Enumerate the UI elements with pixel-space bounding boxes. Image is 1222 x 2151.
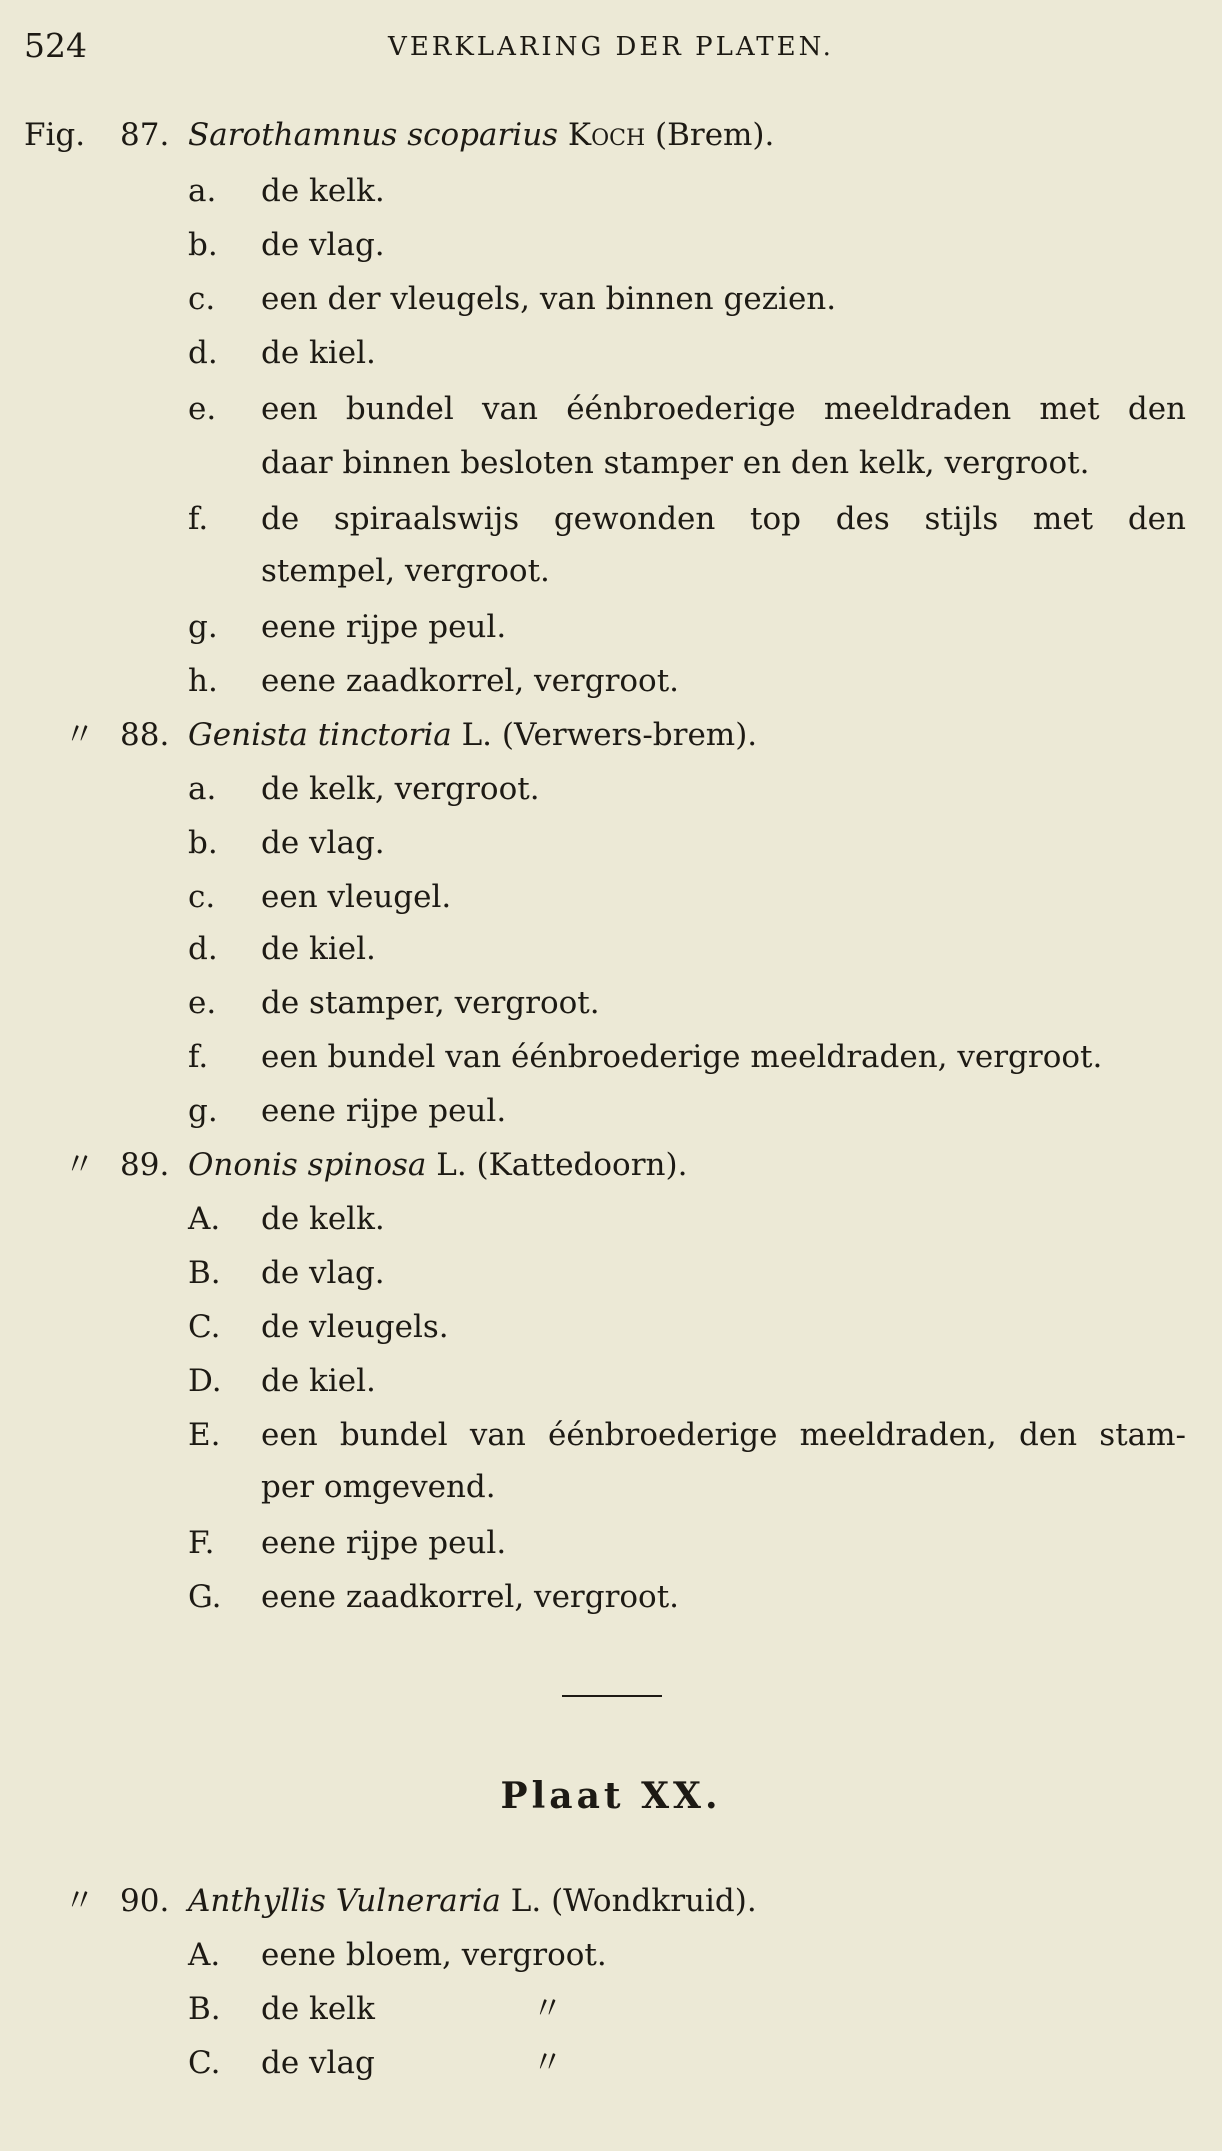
list-item: [0, 392, 1222, 432]
fig-label: Fig.: [24, 117, 86, 153]
item-letter: B.: [188, 1991, 221, 2027]
list-item: [0, 1992, 1222, 2032]
species-name: Genista tinctoria: [188, 717, 452, 753]
page-header: [24, 26, 1198, 76]
figure-number: 89.: [120, 1147, 170, 1183]
list-item-continuation: [0, 554, 1222, 594]
list-item: [0, 1310, 1222, 1350]
item-text: eene rijpe peul.: [261, 1093, 507, 1129]
item-text-line1: een bundel van éénbroederige meeldraden met den: [261, 391, 1186, 427]
list-item: [0, 1418, 1222, 1458]
item-text: de kelk, vergroot.: [261, 771, 540, 807]
figure-number: 88.: [120, 717, 170, 753]
list-item: [0, 336, 1222, 376]
item-text: een vleugel.: [261, 879, 452, 915]
item-text: de kelk: [261, 1991, 375, 2027]
common-name: (Kattedoorn).: [476, 1147, 688, 1183]
figure-title: [188, 1884, 757, 1920]
item-text: eene zaadkorrel, vergroot.: [261, 1579, 680, 1615]
list-item: [0, 282, 1222, 322]
list-item: [0, 1256, 1222, 1296]
item-letter: d.: [188, 335, 218, 371]
list-item: [0, 174, 1222, 214]
figure-title: [188, 1148, 687, 1184]
item-letter: g.: [188, 609, 218, 645]
item-text: eene bloem, vergroot.: [261, 1937, 607, 1973]
figure-heading-88: [0, 718, 1222, 758]
figure-heading-90: [0, 1884, 1222, 1924]
list-item-continuation: [0, 1470, 1222, 1510]
species-author: Koch: [567, 117, 646, 153]
figure-number: 90.: [120, 1883, 170, 1919]
ditto-mark: 〃: [64, 717, 95, 753]
item-letter: f.: [188, 1039, 209, 1075]
ditto-mark: 〃: [64, 1883, 95, 1919]
running-title: VERKLARING DER PLATEN.: [388, 32, 834, 62]
list-item: [0, 1938, 1222, 1978]
list-item: [0, 1526, 1222, 1566]
item-text: de stamper, vergroot.: [261, 985, 600, 1021]
page-number: 524: [24, 26, 87, 65]
figure-heading-87: [0, 118, 1222, 158]
list-item: [0, 1094, 1222, 1134]
common-name: (Wondkruid).: [551, 1883, 757, 1919]
section-divider: [562, 1695, 662, 1697]
item-text: eene rijpe peul.: [261, 609, 507, 645]
species-name: Ononis spinosa: [188, 1147, 427, 1183]
item-text: de kelk.: [261, 1201, 385, 1237]
list-item: [0, 664, 1222, 704]
list-item: [0, 986, 1222, 1026]
list-item: [0, 610, 1222, 650]
item-text: de vlag.: [261, 1255, 385, 1291]
common-name: (Brem).: [655, 117, 775, 153]
list-item: [0, 1580, 1222, 1620]
species-author: L.: [510, 1883, 542, 1919]
item-letter: C.: [188, 1309, 221, 1345]
list-item: [0, 1040, 1222, 1080]
common-name: (Verwers-brem).: [501, 717, 758, 753]
item-text: de kelk.: [261, 173, 385, 209]
item-letter: e.: [188, 391, 217, 427]
item-text: de kiel.: [261, 1363, 376, 1399]
figure-number: 87.: [120, 117, 170, 153]
item-letter: d.: [188, 931, 218, 967]
item-letter: e.: [188, 985, 217, 1021]
item-letter: F.: [188, 1525, 215, 1561]
item-text-line1: een bundel van éénbroederige meeldraden, den stam-: [261, 1417, 1186, 1453]
item-letter: g.: [188, 1093, 218, 1129]
item-letter: b.: [188, 825, 218, 861]
item-text: de kiel.: [261, 335, 376, 371]
item-letter: h.: [188, 663, 218, 699]
item-letter: D.: [188, 1363, 222, 1399]
list-item: [0, 1202, 1222, 1242]
figure-title: [188, 718, 757, 754]
item-letter: A.: [188, 1937, 221, 1973]
item-text: een bundel van éénbroederige meeldraden, vergroot.: [261, 1039, 1103, 1075]
item-text: de kiel.: [261, 931, 376, 967]
item-letter: b.: [188, 227, 218, 263]
item-text: de vlag.: [261, 825, 385, 861]
item-text: een der vleugels, van binnen gezien.: [261, 281, 837, 317]
item-text: eene zaadkorrel, vergroot.: [261, 663, 680, 699]
list-item: [0, 502, 1222, 542]
list-item: [0, 2046, 1222, 2086]
list-item: [0, 1364, 1222, 1404]
item-letter: c.: [188, 281, 216, 317]
list-item: [0, 932, 1222, 972]
figure-title: [188, 118, 774, 154]
item-text: de vleugels.: [261, 1309, 449, 1345]
item-letter: f.: [188, 501, 209, 537]
item-letter: E.: [188, 1417, 221, 1453]
list-item: [0, 772, 1222, 812]
item-letter: a.: [188, 771, 217, 807]
ditto-mark: 〃: [532, 2045, 563, 2081]
item-text: eene rijpe peul.: [261, 1525, 507, 1561]
figure-heading-89: [0, 1148, 1222, 1188]
item-letter: G.: [188, 1579, 222, 1615]
item-letter: B.: [188, 1255, 221, 1291]
ditto-mark: 〃: [532, 1991, 563, 2027]
list-item: [0, 826, 1222, 866]
item-text: de vlag: [261, 2045, 375, 2081]
item-text-line2: daar binnen besloten stamper en den kelk, vergroot.: [261, 445, 1090, 481]
species-author: L.: [461, 717, 493, 753]
species-author: L.: [436, 1147, 467, 1183]
item-letter: A.: [188, 1201, 221, 1237]
item-letter: c.: [188, 879, 216, 915]
plate-title: Plaat XX.: [500, 1775, 722, 1817]
ditto-mark: 〃: [64, 1147, 95, 1183]
species-name: Anthyllis Vulneraria: [188, 1883, 501, 1919]
list-item: [0, 880, 1222, 920]
item-text-line2: stempel, vergroot.: [261, 553, 550, 589]
item-letter: C.: [188, 2045, 221, 2081]
item-text: de vlag.: [261, 227, 385, 263]
list-item: [0, 228, 1222, 268]
item-text-line1: de spiraalswijs gewonden top des stijls met den: [261, 501, 1186, 537]
item-text-line2: per omgevend.: [261, 1469, 496, 1505]
list-item-continuation: [0, 446, 1222, 486]
item-letter: a.: [188, 173, 217, 209]
species-name: Sarothamnus scoparius: [188, 117, 559, 153]
